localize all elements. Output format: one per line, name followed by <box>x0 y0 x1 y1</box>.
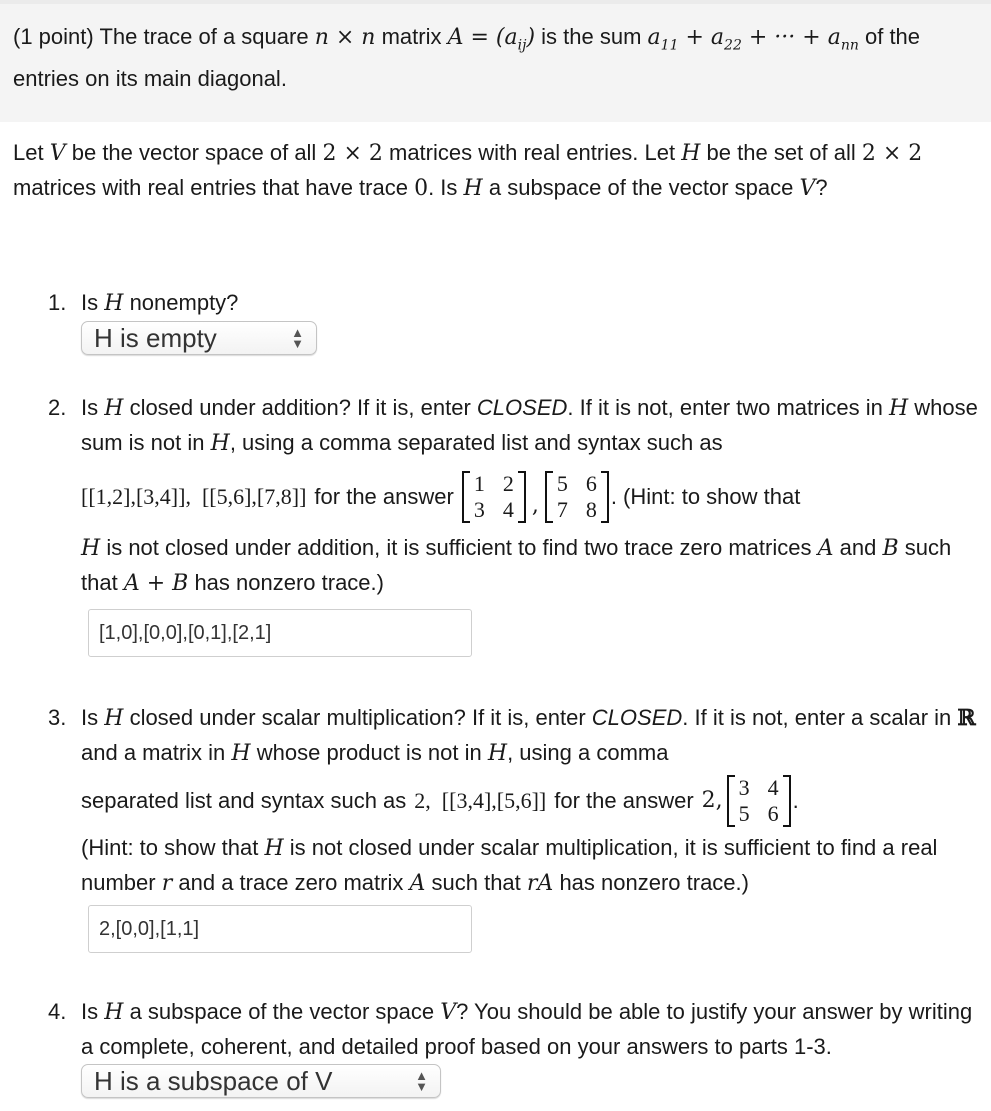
subspace-select[interactable] <box>81 1064 441 1098</box>
math-v: V <box>799 176 816 202</box>
lead-text: . Is <box>428 175 458 201</box>
matrix-entry: 4 <box>502 497 514 523</box>
left-bracket <box>545 471 553 523</box>
hint-text: (Hint: to show that <box>81 835 259 861</box>
question-text: Is <box>81 395 99 421</box>
math-b: B <box>882 536 899 562</box>
math-h: H <box>81 536 101 562</box>
matrix-entry: 5 <box>556 471 568 497</box>
math-h: H <box>231 741 251 767</box>
math-v: V <box>440 1000 457 1026</box>
matrix-entry: 1 <box>473 471 485 497</box>
math-h: H <box>104 1000 124 1026</box>
math-sub: 22 <box>724 37 742 54</box>
math-a: A <box>409 871 426 897</box>
part-3-hint <box>81 831 981 901</box>
intro-text: matrix <box>381 24 442 49</box>
syntax-example: [[1,2],[3,4]], [[5,6],[7,8]] <box>81 484 307 510</box>
hint-text: is not closed under addition, it is sufficient to find two trace zero matrices <box>106 535 812 561</box>
hint-text: has nonzero trace.) <box>194 570 384 596</box>
syntax-example: 2, [[3,4],[5,6]] <box>414 788 547 814</box>
select-value: H is empty <box>94 323 217 354</box>
question-text: a subspace of the vector space <box>129 999 435 1025</box>
math-h: H <box>104 706 124 732</box>
part-2 <box>0 391 991 657</box>
math-h: H <box>681 141 701 167</box>
lead-text: matrices with real entries that have trace <box>13 175 408 201</box>
problem-intro <box>0 4 991 122</box>
hint-text: and a trace zero matrix <box>178 870 404 896</box>
intro-text: of the entries on its main diagonal. <box>13 24 921 92</box>
part-4 <box>0 995 991 1100</box>
matrix-entry: 6 <box>585 471 597 497</box>
input-value: [1,0],[0,0],[0,1],[2,1] <box>99 622 272 645</box>
comma: , <box>531 493 539 519</box>
math-sub: nn <box>840 37 859 54</box>
lead-text: matrices with real entries. Let <box>389 140 676 166</box>
hint-text: is not closed under scalar multiplication, it is sufficient to find a real number <box>81 835 938 896</box>
math-ra: rA <box>526 871 554 897</box>
math-plus: + ··· + a <box>741 25 841 50</box>
hint-text: such that <box>431 870 521 896</box>
example-matrix-2 <box>545 471 609 523</box>
math-r: r <box>161 871 173 897</box>
math-dim: 2 × 2 <box>322 141 383 167</box>
question-text: whose sum is not in <box>81 395 978 456</box>
question-text: whose product is not in <box>256 740 482 766</box>
math-zero: 0 <box>414 176 429 202</box>
math-matrix-def <box>447 25 536 54</box>
problem-lead <box>0 122 991 206</box>
question-text: closed under scalar multiplication? If it is, enter <box>129 705 586 731</box>
part-4-question <box>81 995 981 1064</box>
point-value: (1 point) <box>13 24 94 49</box>
question-text: , using a comma separated list and syntax such as <box>229 430 723 456</box>
math-a: a <box>647 25 661 50</box>
math-diagonal-sum <box>647 25 859 54</box>
example-matrix-1 <box>462 471 526 523</box>
lead-text: be the vector space of all <box>71 140 317 166</box>
math-close: ) <box>526 25 536 50</box>
math-nxn: n × n <box>314 25 376 50</box>
question-text: Is <box>81 290 99 316</box>
period: . <box>792 788 799 814</box>
math-sum: A + B <box>123 571 189 597</box>
math-h: H <box>463 176 483 202</box>
matrix-entry: 6 <box>767 801 779 827</box>
question-text: separated list and syntax such as <box>81 788 407 814</box>
math-sub-ij: ij <box>517 37 527 54</box>
matrix-entries <box>735 775 783 827</box>
right-bracket <box>601 471 609 523</box>
math-v: V <box>49 141 66 167</box>
question-text: , using a comma <box>507 740 669 766</box>
updown-arrows-icon: ▲ ▼ <box>415 1068 428 1095</box>
question-text: and a matrix in <box>81 740 226 766</box>
scalar-answer-input[interactable] <box>88 905 472 953</box>
matrix-entry: 7 <box>556 497 568 523</box>
math-h: H <box>487 741 508 767</box>
left-bracket <box>462 471 470 523</box>
lead-text: a subspace of the vector space <box>488 175 794 201</box>
input-value: 2,[0,0],[1,1] <box>99 918 200 941</box>
part-3-question <box>81 701 981 771</box>
matrix-entry: 5 <box>738 801 750 827</box>
math-reals: ℝ <box>957 705 976 732</box>
hint-text: such that <box>81 535 952 596</box>
part-number: 4. <box>48 999 67 1025</box>
question-text: Is <box>81 705 99 731</box>
part-2-example-line <box>81 471 981 523</box>
right-bracket <box>518 471 526 523</box>
part-1 <box>0 286 991 357</box>
matrix-entry: 8 <box>585 497 597 523</box>
closed-keyword: CLOSED <box>591 705 683 731</box>
select-value: H is a subspace of V <box>94 1066 333 1097</box>
math-h: H <box>104 396 124 422</box>
addition-answer-input[interactable] <box>88 609 472 657</box>
math-dim: 2 × 2 <box>861 141 923 167</box>
right-bracket <box>783 775 791 827</box>
question-text: . (Hint: to show that <box>610 484 801 510</box>
question-text: ? You should be able to justify your answer by writing a complete, coherent, and detailed proof based on your answers to parts 1-3. <box>81 999 973 1060</box>
question-text: for the answer <box>314 484 454 510</box>
question-text: nonempty? <box>129 290 239 316</box>
question-text: Is <box>81 999 99 1025</box>
math-a: A <box>817 536 834 562</box>
lead-text: ? <box>815 175 828 201</box>
matrix-entry: 2 <box>502 471 514 497</box>
intro-text: is the sum <box>541 24 642 49</box>
math-sub: 11 <box>660 37 679 54</box>
part-3 <box>0 701 991 953</box>
matrix-entries <box>553 471 601 523</box>
hint-text: has nonzero trace.) <box>559 870 749 896</box>
matrix-entries <box>470 471 518 523</box>
math-h: H <box>210 431 230 457</box>
matrix-entry: 3 <box>473 497 485 523</box>
matrix-entry: 4 <box>767 775 779 801</box>
math-h: H <box>104 291 124 317</box>
left-bracket <box>727 775 735 827</box>
intro-text: The trace of a square <box>99 24 309 49</box>
closed-keyword: CLOSED <box>476 395 568 421</box>
question-text: . If it is not, enter two matrices in <box>567 395 883 421</box>
part-number: 3. <box>48 705 67 731</box>
question-text: closed under addition? If it is, enter <box>129 395 471 421</box>
math-plus: + a <box>678 25 725 50</box>
part-2-question <box>81 391 981 461</box>
part-number: 1. <box>48 290 67 316</box>
math-h: H <box>264 836 284 862</box>
example-matrix-3 <box>727 775 791 827</box>
lead-text: Let <box>13 140 44 166</box>
hint-text: and <box>839 535 877 561</box>
matrix-entry: 3 <box>738 775 750 801</box>
part-3-example-line <box>81 775 981 827</box>
math-scalar: 2, <box>701 788 723 814</box>
part-2-hint <box>81 531 981 601</box>
question-text: for the answer <box>554 788 694 814</box>
math-h: H <box>888 396 909 422</box>
part-number: 2. <box>48 395 67 421</box>
updown-arrows-icon: ▲ ▼ <box>291 325 304 352</box>
lead-text: be the set of all <box>706 140 856 166</box>
part-1-question <box>81 286 981 321</box>
math-a-def: A = (a <box>447 25 518 50</box>
nonempty-select[interactable] <box>81 321 317 355</box>
question-text: . If it is not, enter a scalar in <box>682 705 952 731</box>
